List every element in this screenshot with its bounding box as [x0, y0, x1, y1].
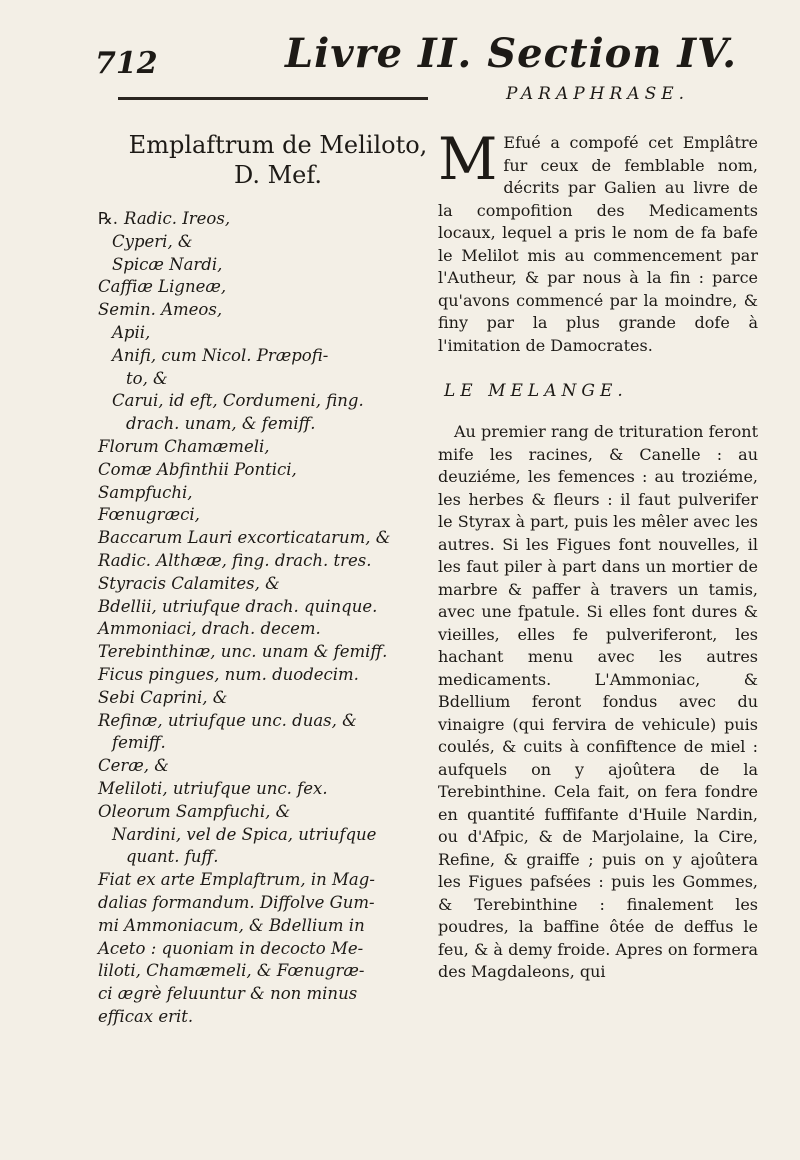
- recipe-line-text: mi Ammoniacum, & Bdellium in: [98, 915, 365, 935]
- paraphrase-text: Efué a compofé cet Emplâtre fur ceux de femblable nom, décrits par Galien au livre de la compofition des Medicaments locaux, lequel a pris le nom de fa bafe le Melilot mis au commencement par l'Autheur, & par nous à la fin : parce qu'avons commencé par la moindre, & finy par la plus grande dofe à l'imitation de Damocrates.: [438, 133, 758, 355]
- recipe-line-text: Radic. Ireos,: [124, 209, 231, 228]
- recipe-line: [98, 550, 448, 573]
- recipe-line: [98, 664, 448, 687]
- recipe-line-text: Ceræ, &: [98, 756, 169, 776]
- recipe-line: [98, 732, 448, 755]
- recipe-line: [98, 915, 448, 938]
- recipe-line: [98, 254, 448, 277]
- recipe-line-text: liloti, Chamæmeli, & Fœnugræ-: [98, 961, 365, 981]
- recipe-line: [98, 892, 448, 915]
- recipe-line: [98, 208, 448, 231]
- recipe-line-text: Fiat ex arte Emplaftrum, in Mag-: [98, 870, 375, 890]
- recipe-title-line-2: D. Mef.: [233, 161, 323, 189]
- recipe-line-text: Terebinthinæ, unc. unam & femiff.: [98, 642, 388, 662]
- recipe-line-text: Carui, id eft, Cordumeni, fing.: [112, 391, 364, 411]
- recipe-line: [98, 345, 448, 368]
- recipe-line-text: Comæ Abfinthii Pontici,: [98, 459, 297, 479]
- recipe-line: [98, 413, 448, 436]
- recipe-line-text: Baccarum Lauri excorticatarum, &: [98, 528, 391, 548]
- recipe-line-text: ci ægrè feluuntur & non minus: [98, 984, 358, 1004]
- header-rule: [118, 97, 428, 100]
- recipe-line: [98, 641, 448, 664]
- recipe-line-text: Aceto : quoniam in decocto Me-: [98, 938, 364, 958]
- paraphrase-paragraph: [438, 125, 758, 357]
- recipe-line-text: Cyperi, &: [112, 231, 193, 251]
- recipe-line: [98, 276, 448, 299]
- recipe-line: [98, 322, 448, 345]
- page-number: 712: [95, 46, 158, 81]
- recipe-line-text: Refinæ, utriufque unc. duas, &: [98, 710, 357, 730]
- recipe-line: [98, 983, 448, 1006]
- recipe-line-text: Sebi Caprini, &: [98, 687, 228, 707]
- paraphrase-heading: PARAPHRASE.: [506, 84, 690, 104]
- recipe-line-text: to, &: [126, 368, 168, 388]
- recipe-line: [98, 504, 448, 527]
- recipe-line-text: Spicæ Nardi,: [112, 254, 223, 274]
- recipe-line-text: Meliloti, utriufque unc. fex.: [98, 778, 328, 798]
- recipe-line: [98, 869, 448, 892]
- recipe-line-text: dalias formandum. Diffolve Gum-: [98, 892, 375, 912]
- recipe-line-text: Florum Chamæmeli,: [98, 436, 270, 456]
- recipe-line-text: quant. fuff.: [126, 847, 219, 867]
- recipe-line: [98, 390, 448, 413]
- prescription-symbol: ℞.: [98, 209, 119, 228]
- recipe-line: [98, 436, 448, 459]
- recipe-ingredient-list: [98, 208, 448, 1029]
- recipe-line-text: Oleorum Sampfuchi, &: [98, 801, 291, 821]
- drop-cap: M: [438, 125, 498, 193]
- recipe-line: [98, 368, 448, 391]
- recipe-line: [98, 1006, 448, 1029]
- recipe-line-text: Semin. Ameos,: [98, 300, 223, 320]
- recipe-title-line-1: Emplaftrum de Meliloto,: [128, 131, 428, 159]
- recipe-title: [108, 130, 448, 190]
- recipe-line: [98, 573, 448, 596]
- recipe-line-text: Bdellii, utriufque drach. quinque.: [98, 596, 378, 616]
- recipe-line-text: Fœnugræci,: [98, 505, 200, 525]
- recipe-line-text: femiff.: [112, 733, 166, 753]
- recipe-line-text: Anifi, cum Nicol. Præpofi-: [112, 345, 329, 365]
- recipe-line: [98, 938, 448, 961]
- recipe-column: [98, 130, 448, 1029]
- recipe-line: [98, 846, 448, 869]
- recipe-line: [98, 482, 448, 505]
- recipe-line: [98, 687, 448, 710]
- recipe-line: [98, 710, 448, 733]
- commentary-column: [438, 125, 758, 984]
- recipe-line-text: Nardini, vel de Spica, utriufque: [112, 824, 377, 844]
- recipe-line-text: Caffiæ Ligneæ,: [98, 277, 227, 297]
- recipe-line: [98, 459, 448, 482]
- recipe-line-text: Styracis Calamites, &: [98, 573, 280, 593]
- recipe-line: [98, 778, 448, 801]
- recipe-line-text: Ficus pingues, num. duodecim.: [98, 664, 359, 684]
- recipe-line: [98, 231, 448, 254]
- recipe-line: [98, 596, 448, 619]
- recipe-line: [98, 801, 448, 824]
- melange-heading: LE MELANGE.: [444, 381, 628, 401]
- recipe-line-text: Sampfuchi,: [98, 482, 193, 502]
- recipe-line: [98, 755, 448, 778]
- recipe-line-text: Radic. Althææ, fing. drach. tres.: [98, 550, 372, 570]
- recipe-line: [98, 299, 448, 322]
- recipe-line: [98, 527, 448, 550]
- recipe-line-text: drach. unam, & femiff.: [126, 414, 316, 434]
- recipe-line: [98, 960, 448, 983]
- recipe-line: [98, 618, 448, 641]
- running-head: Livre II. Section IV.: [285, 30, 738, 77]
- melange-paragraph: Au premier rang de trituration feront mife les racines, & Canelle : au deuziéme, les femences : au troziéme, les herbes & fleurs : il faut pulverifer le Styrax à part, puis les mêler avec les autres. Si les Figues font nouvelles, il les faut piler à part dans un mortier de marbre & paffer à travers un tamis, avec une fpatule. Si elles font dures & vieilles, elles fe pulveriferont, les hachant menu avec les autres medicaments. L'Ammoniac, & Bdellium feront fondus avec du vinaigre (qui fervira de vehicule) puis coulés, & cuits à confiftence de miel : aufquels on y ajoûtera de la Terebinthine. Cela fait, on fera fondre en quantité fuffifante d'Huile Nardin, ou d'Afpic, & de Marjolaine, la Cire, Refine, & graiffe ; puis on y ajoûtera les Figues pafsées : puis les Gommes, & Terebinthine : finalement les poudres, la baffine ôtée de deffus le feu, & à demy froide. Apres on formera des Magdaleons, qui: [438, 422, 758, 981]
- recipe-line-text: efficax erit.: [98, 1006, 194, 1026]
- recipe-line-text: Apii,: [112, 322, 151, 342]
- recipe-line: [98, 824, 448, 847]
- recipe-line-text: Ammoniaci, drach. decem.: [98, 619, 321, 639]
